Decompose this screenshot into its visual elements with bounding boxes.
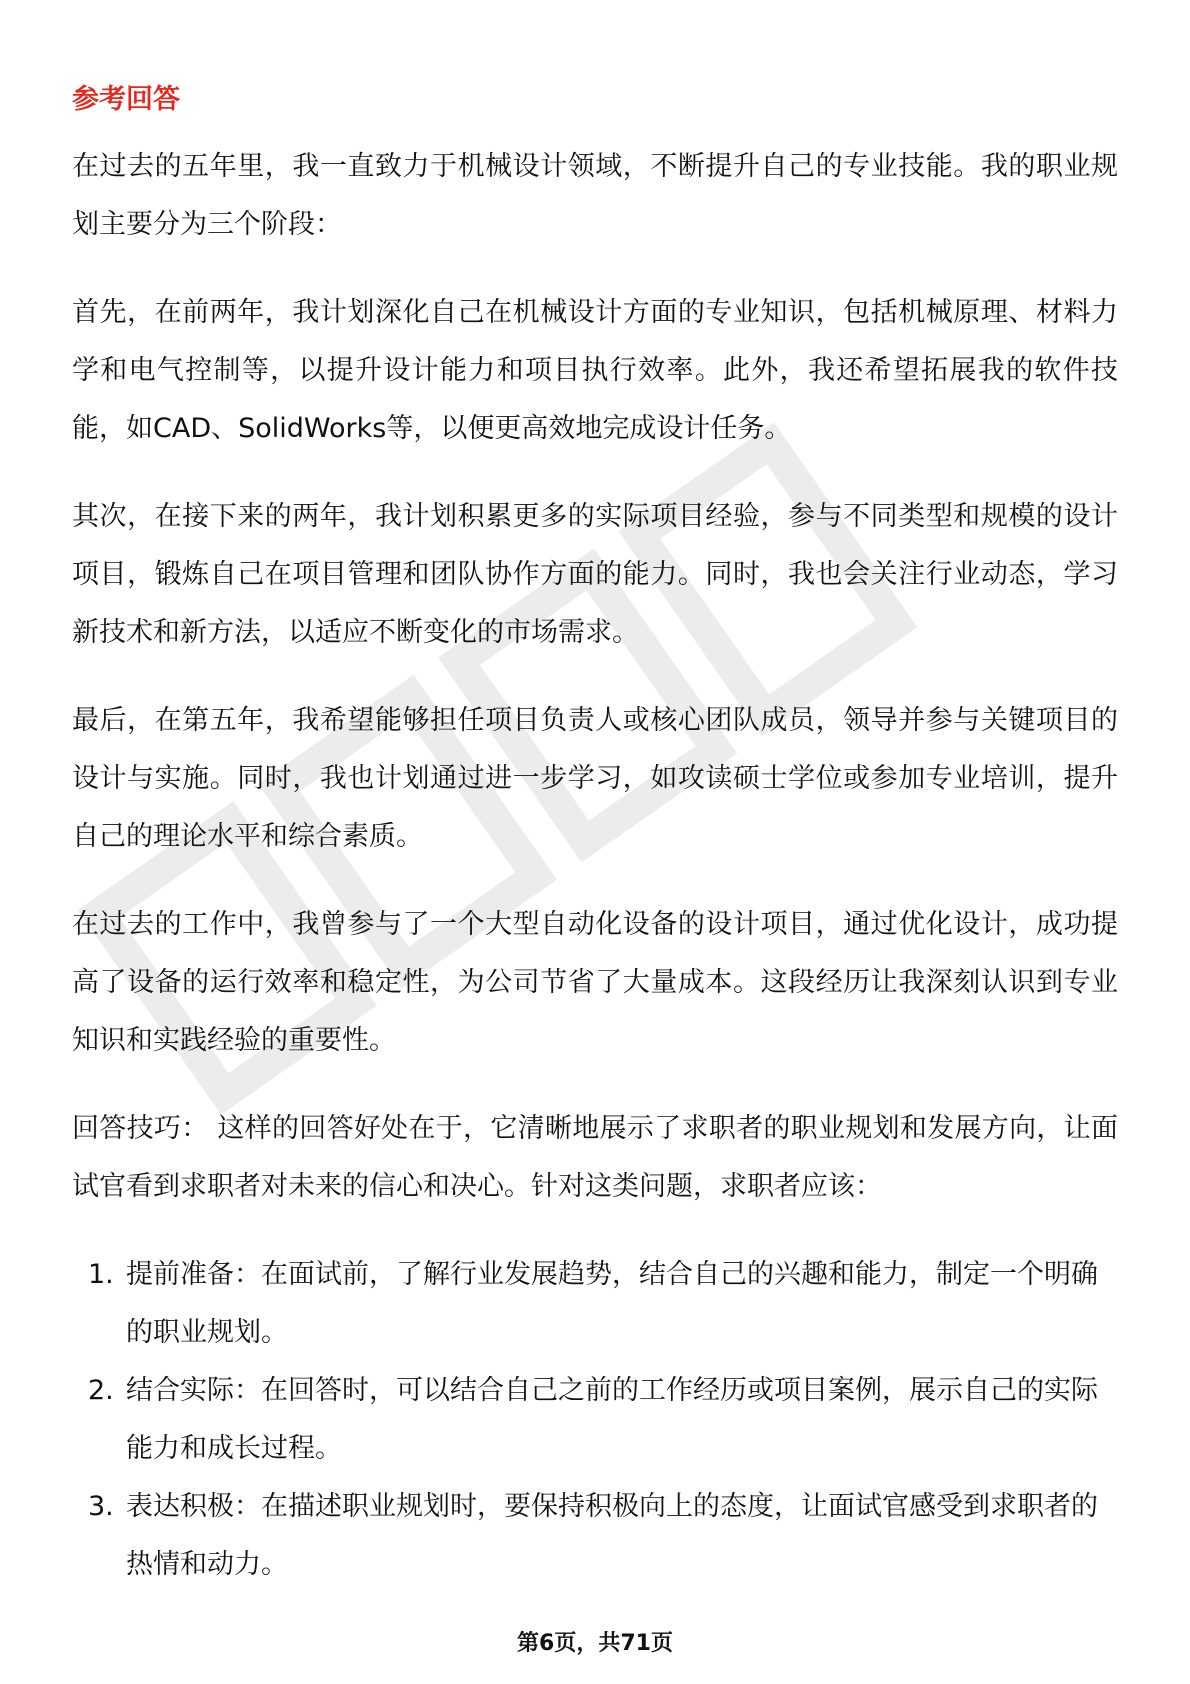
page-number-footer: 第6页，共71页 (517, 1631, 673, 1656)
section-heading: 参考回答 (72, 84, 180, 115)
paragraph-tips-intro: 回答技巧： 这样的回答好处在于，它清晰地展示了求职者的职业规划和发展方向，让面试官看到求职者对未来的信心和决心。针对这类问题，求职者应该： (72, 1113, 1118, 1202)
list-item (72, 1478, 1118, 1594)
list-item-number: 3. (88, 1491, 114, 1522)
list-item-text: 提前准备：在面试前，了解行业发展趋势，结合自己的兴趣和能力，制定一个明确的职业规划。 (126, 1259, 1098, 1348)
paragraph-first-stage: 首先，在前两年，我计划深化自己在机械设计方面的专业知识，包括机械原理、材料力学和电气控制等，以提升设计能力和项目执行效率。此外，我还希望拓展我的软件技能，如CAD、SolidWorks等，以便更高效地完成设计任务。 (72, 297, 1118, 444)
list-item (72, 1362, 1118, 1478)
list-item-number: 2. (88, 1375, 114, 1406)
list-item-number: 1. (88, 1259, 114, 1290)
paragraph-experience: 在过去的工作中，我曾参与了一个大型自动化设备的设计项目，通过优化设计，成功提高了设备的运行效率和稳定性，为公司节省了大量成本。这段经历让我深刻认识到专业知识和实践经验的重要性。 (72, 909, 1118, 1056)
list-item-text: 表达积极：在描述职业规划时，要保持积极向上的态度，让面试官感受到求职者的热情和动力。 (126, 1491, 1098, 1580)
list-item (72, 1246, 1118, 1362)
tips-list (72, 1246, 1118, 1594)
paragraph-second-stage: 其次，在接下来的两年，我计划积累更多的实际项目经验，参与不同类型和规模的设计项目，锻炼自己在项目管理和团队协作方面的能力。同时，我也会关注行业动态，学习新技术和新方法，以适应不断变化的市场需求。 (72, 501, 1118, 648)
list-item-text: 结合实际：在回答时，可以结合自己之前的工作经历或项目案例，展示自己的实际能力和成长过程。 (126, 1375, 1098, 1464)
content (72, 80, 1118, 1594)
paragraph-third-stage: 最后，在第五年，我希望能够担任项目负责人或核心团队成员，领导并参与关键项目的设计与实施。同时，我也计划通过进一步学习，如攻读硕士学位或参加专业培训，提升自己的理论水平和综合素质。 (72, 705, 1118, 852)
paragraph-intro: 在过去的五年里，我一直致力于机械设计领域，不断提升自己的专业技能。我的职业规划主要分为三个阶段： (72, 151, 1118, 240)
